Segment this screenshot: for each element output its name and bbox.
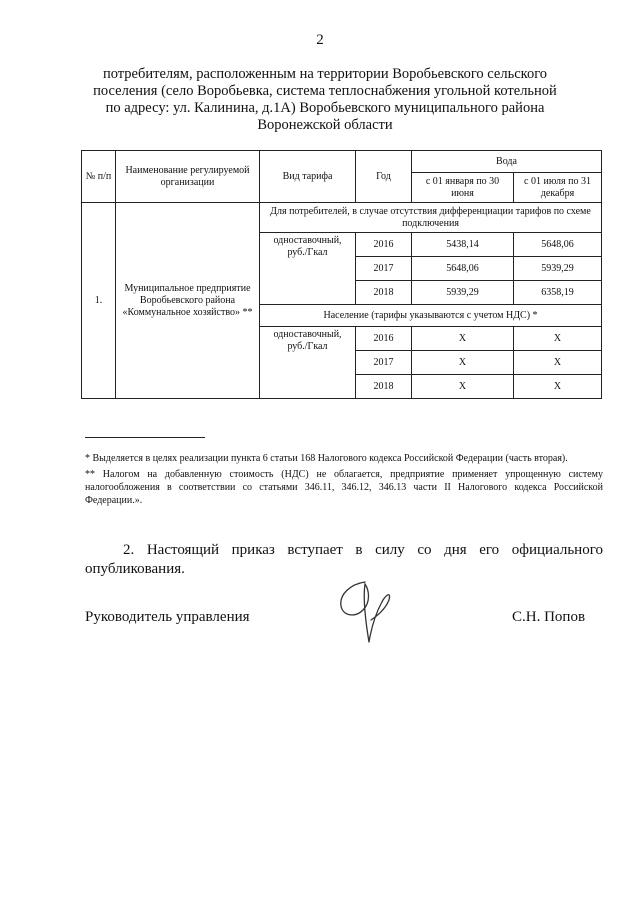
section-2-title: Население (тарифы указываются с учетом НДС) * [260, 305, 602, 327]
table-cell-year: 2016 [356, 327, 412, 351]
header-period-2: с 01 июля по 31 декабря [514, 173, 602, 203]
table-cell-value: 5939,29 [514, 257, 602, 281]
footnotes [85, 452, 603, 510]
table-cell-value: 5648,06 [412, 257, 514, 281]
signatory-name: С.Н. Попов [512, 609, 586, 625]
handwritten-signature [325, 570, 405, 650]
header-organization: Наименование регулируемой организации [116, 151, 260, 203]
table-cell-value: 5939,29 [412, 281, 514, 305]
table-cell-year: 2017 [356, 257, 412, 281]
order-clause: 2. Настоящий приказ вступает в силу со дня его официального опубликования. [85, 542, 603, 577]
document-heading: потребителям, расположенным на территории Воробьевского сельского поселения (село Воробьевка, система теплоснабжения угольной котельной по адресу: ул. Калинина, д.1А) Воробьевского муниципального района Воронежской области [93, 66, 557, 133]
signatory-title: Руководитель управления [85, 609, 250, 625]
organization-name: Муниципальное предприятие Воробьевского района «Коммунальное хозяйство» ** [116, 203, 260, 399]
table-cell-value: 5648,06 [514, 233, 602, 257]
page-number: 2 [316, 32, 324, 48]
footnote-1: * Выделяется в целях реализации пункта 6 статьи 168 Налогового кодекса Российской Федерации (часть вторая). [85, 453, 568, 464]
table-cell-value: Х [412, 375, 514, 399]
table-cell-year: 2018 [356, 375, 412, 399]
table-cell-year: 2018 [356, 281, 412, 305]
table-cell-value: 6358,19 [514, 281, 602, 305]
header-year: Год [356, 151, 412, 203]
footnote-divider [85, 437, 205, 438]
table-cell-value: Х [514, 375, 602, 399]
table-cell-year: 2017 [356, 351, 412, 375]
tariff-table [81, 150, 602, 399]
header-water: Вода [412, 151, 602, 173]
table-cell-value: Х [412, 351, 514, 375]
table-cell-year: 2016 [356, 233, 412, 257]
section-2-tariff-type: одноставочный, руб./Гкал [260, 327, 356, 399]
table-cell-value: Х [514, 327, 602, 351]
table-cell-value: 5438,14 [412, 233, 514, 257]
section-1-title: Для потребителей, в случае отсутствия дифференциации тарифов по схеме подключения [260, 203, 602, 233]
row-number: 1. [82, 203, 116, 399]
header-period-1: с 01 января по 30 июня [412, 173, 514, 203]
header-tariff-type: Вид тарифа [260, 151, 356, 203]
table-cell-value: Х [412, 327, 514, 351]
section-1-tariff-type: одноставочный, руб./Гкал [260, 233, 356, 305]
header-number: № п/п [82, 151, 116, 203]
footnote-2: ** Налогом на добавленную стоимость (НДС) не облагается, предприятие применяет упрощенную систему налогообложения в соответствии со статьями 346.11, 346.12, 346.13 части II Налогового кодекса Российской Федерации.». [85, 469, 603, 506]
table-cell-value: Х [514, 351, 602, 375]
